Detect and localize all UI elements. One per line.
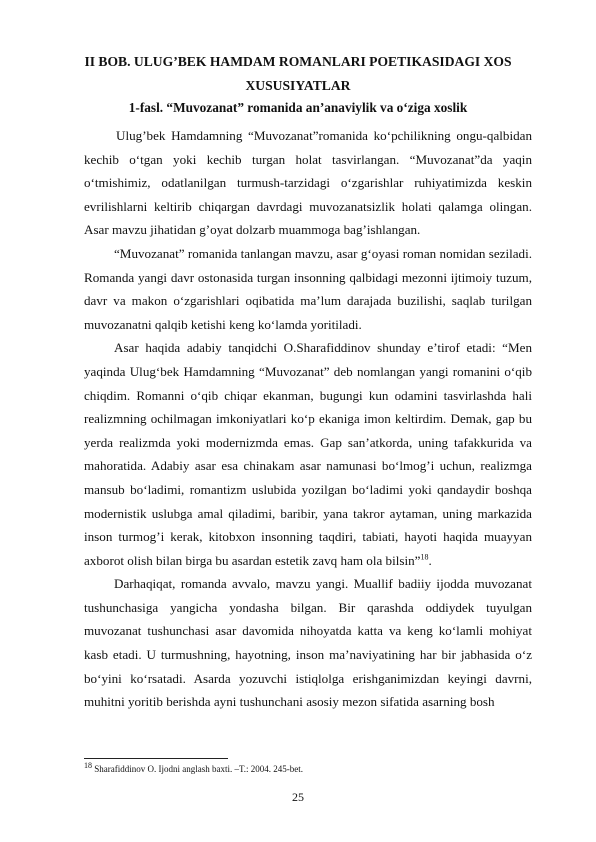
footnote-divider xyxy=(84,758,228,759)
chapter-heading xyxy=(60,50,536,98)
paragraph-3-text: Asar haqida adabiy tanqidchi O.Sharafiddinov shunday e’tirof etadi: “Men yaqinda Ulug‘bek Hamdamning “Muvozanat” deb nomlangan yangi romanini o‘qib chiqdim. Romanni o‘qib chiqar ekanman, bugungi kun odamini tasvirlashda hali realizmning ochilmagan imkoniyatlari ko‘p ekaniga imon keltirdim. Demak, gap bu yerda realizmda yoki modernizmda emas. Gap san’atkorda, uning tafakkurida va mahoratida. Adabiy asar esa chinakam asar namunasi bo‘lmog’i uchun, realizmga mansub bo‘ladimi, romantizm uslubida yozilgan bo‘ladimi yoki qandaydir boshqa modernistik uslubga amal qiladimi, baribir, yana takror aytaman, uning markazida inson turmog’i kerak, kitobxon insonning taqdiri, tabiati, hayoti haqida muayyan axborot olish bilan birga bu asardan estetik zavq ham ola bilsin” xyxy=(84,340,532,568)
paragraph-4: Darhaqiqat, romanda avvalo, mavzu yangi. Muallif badiiy ijodda muvozanat tushunchasiga yangicha yondasha bilgan. Bir qarashda oddiydek tuyulgan muvozanat tushunchasi asar davomida nihoyatda katta va keng ko‘lamli mohiyat kasb etadi. U turmushning, hayotning, inson ma’naviyatining har bir jabhasida o‘z bo‘yini ko‘rsatadi. Asarda yozuvchi istiqlolga erishganimizdan keyingi davrni, muhitni yoritib berishda ayni tushunchani asosiy mezon sifatida asarning bosh xyxy=(84,576,532,710)
footnote xyxy=(84,763,532,775)
paragraph-2: “Muvozanat” romanida tanlangan mavzu, asar g‘oyasi roman nomidan seziladi. Romanda yangi davr ostonasida turgan insonning qalbidagi mezonni ijtimoiy tuzum, davr va makon o‘zgarishlari oqibatida ma’lum darajada buzilishi, saqlab turilgan muvozanatni qalqib ketishi keng ko‘lamda yoritiladi. xyxy=(84,245,532,332)
paragraph-3 xyxy=(84,336,532,572)
footnote-mark: 18 xyxy=(84,761,92,770)
chapter-heading-line-2: XUSUSIYATLAR xyxy=(245,78,351,93)
footnote-text: Sharafiddinov O. Ijodni anglash baxti. –T.: 2004. 245-bet. xyxy=(92,764,304,774)
section-heading: 1-fasl. “Muvozanat” romanida an’anaviylik va o‘ziga xoslik xyxy=(128,100,468,115)
chapter-heading-line-1: II BOB. ULUG’BEK HAMDAM ROMANLARI POETIKASIDAGI XOS xyxy=(84,54,512,69)
body-text xyxy=(84,124,532,714)
page-number: 25 xyxy=(292,790,304,804)
paragraph-1: Ulug’bek Hamdamning “Muvozanat”romanida ko‘pchilikning ongu-qalbidan kechib o‘tgan yoki kechib turgan holat tasvirlangan. “Muvozanat”da yaqin o‘tmishimiz, odatlanilgan turmush-tarzidagi o‘zgarishlar ruhiyatimizda keskin evrilishlarni keltirib chiqargan davrdagi muvozanatsizlik holati qalamga olingan. Asar mavzu jihatidan g’oyat dolzarb muammoga bag’ishlangan. xyxy=(84,128,532,238)
footnote-reference[interactable]: 18 xyxy=(420,552,429,562)
paragraph-3-end: . xyxy=(428,552,432,568)
